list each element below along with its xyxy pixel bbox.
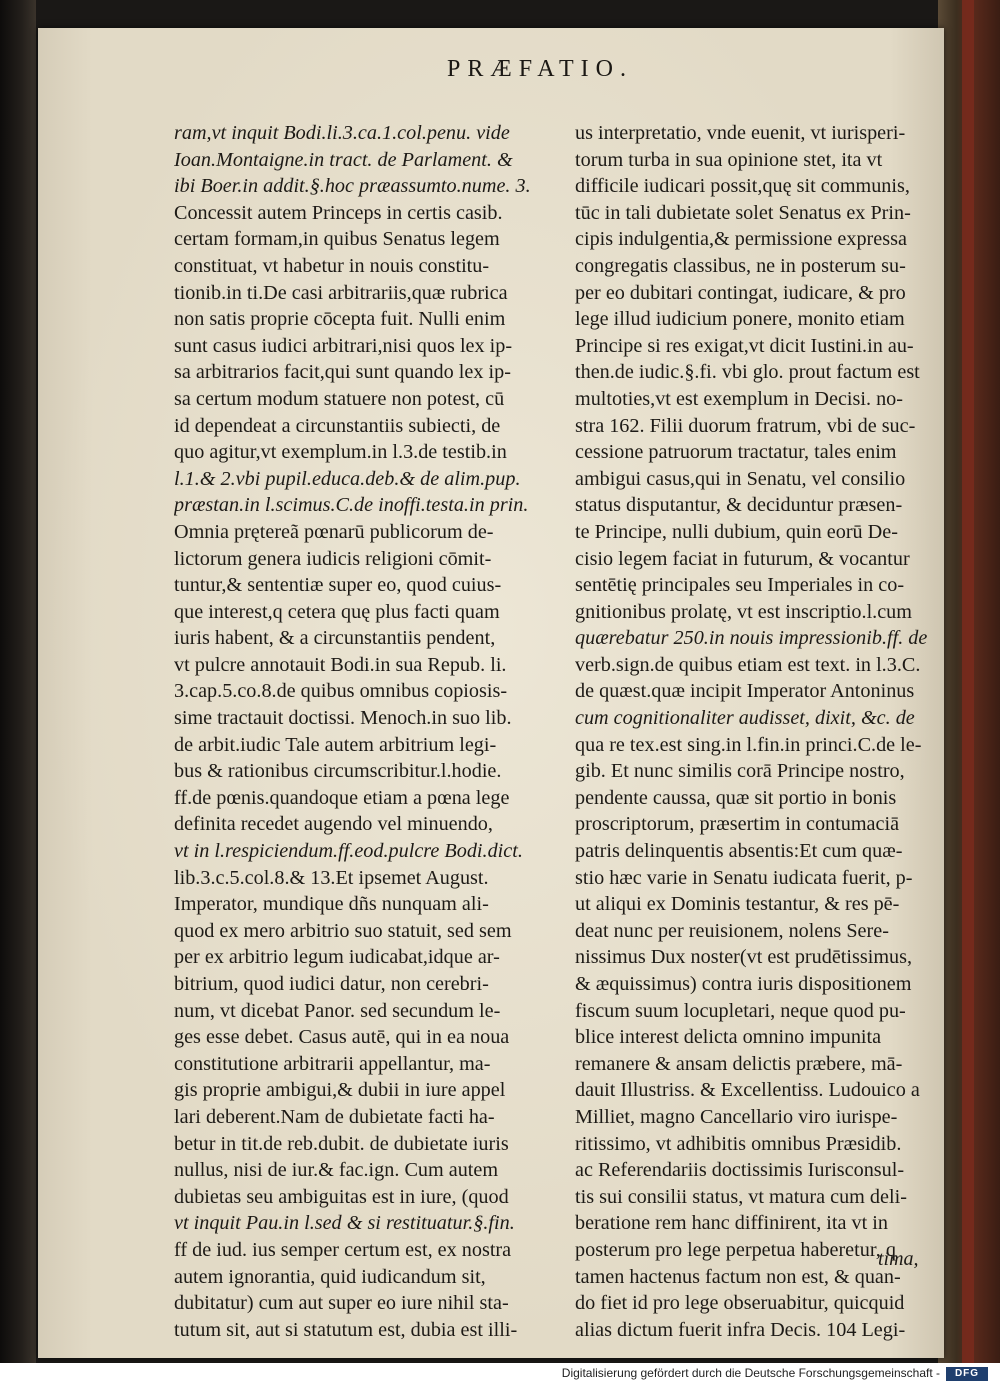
text-line: bitrium, quod iudici datur, non cerebri- — [174, 973, 489, 995]
text-line: dubitatur) cum aut super eo iure nihil sta- — [174, 1292, 509, 1315]
text-line: ut aliqui ex Dominis testantur, & res pē- — [575, 893, 900, 916]
text-line: multoties,vt est exemplum in Decisi. no- — [575, 387, 903, 410]
text-line: patris delinquentis absentis:Et cum quæ- — [575, 840, 903, 863]
text-line: Omnia prętereã pœnarū publicorum de- — [174, 520, 494, 543]
text-line: blice interest delicta omnino impunita — [575, 1026, 882, 1049]
text-line: alias dictum fuerit infra Decis. 104 Legi- — [575, 1318, 906, 1341]
text-line: per eo dubitari contingat, iudicare, & pro — [575, 281, 906, 304]
text-line: vt in l.respiciendum.ff.eod.pulcre Bodi.dict. — [174, 840, 523, 863]
text-line: iuris habent, & a circunstantiis pendent, — [174, 627, 496, 650]
text-line: que interest,q cetera quę plus facti quam — [174, 600, 500, 623]
text-line: us interpretatio, vnde euenit, vt iurisperi- — [575, 122, 906, 144]
text-line: ambigui casus,qui in Senatu, vel consilio — [575, 467, 906, 490]
text-line: beratione rem hanc diffinirent, ita vt in — [575, 1212, 888, 1235]
text-line: bus & rationibus circumscribitur.l.hodie. — [174, 760, 502, 783]
text-line: te Principe, nulli dubium, quin eorū De- — [575, 520, 898, 543]
text-line: definita recedet augendo vel minuendo, — [174, 813, 493, 836]
text-line: cipis indulgentia,& permissione expressa — [575, 228, 907, 251]
text-line: status disputantur, & deciduntur præsen- — [575, 494, 903, 517]
text-line: cisio legem faciat in futurum, & vocantur — [575, 547, 910, 570]
text-line: 3.cap.5.co.8.de quibus omnibus copiosis- — [174, 680, 508, 703]
book-spine — [0, 0, 36, 1363]
right-column — [575, 120, 947, 1343]
text-line: dauit Illustriss. & Excellentiss. Ludouico a — [575, 1079, 920, 1102]
text-line: tis sui consilii status, vt matura cum deli- — [575, 1185, 907, 1208]
text-line: gnitionibus prolatę, vt est inscriptio.l.cum — [575, 600, 912, 623]
text-line: stio hæc varie in Senatu iudicata fuerit, p- — [575, 866, 913, 889]
ribbon-edge — [962, 0, 974, 1363]
text-line: sa arbitrarios facit,qui sunt quando lex ip- — [174, 361, 511, 384]
footer-credit: Digitalisierung gefördert durch die Deutsche Forschungsgemeinschaft - — [561, 1366, 940, 1380]
text-line: ff.de pœnis.quandoque etiam a pœna lege — [174, 786, 510, 809]
text-line: l.1.& 2.vbi pupil.educa.deb.& de alim.pup. — [174, 467, 521, 490]
text-line: sentētię principales seu Imperiales in co- — [575, 574, 905, 597]
text-line: tionib.in ti.De casi arbitrariis,quæ rubrica — [174, 281, 508, 304]
dfg-logo: DFG — [946, 1367, 988, 1381]
text-line: per ex arbitrio legum iudicabat,idque ar- — [174, 946, 500, 969]
text-line: autem ignorantia, quid iudicandum sit, — [174, 1265, 486, 1288]
text-line: Principe si res exigat,vt dicit Iustini.in au- — [575, 334, 914, 357]
text-line: lege illud iudicium ponere, monito etiam — [575, 308, 905, 331]
text-line: stra 162. Filii duorum fratrum, vbi de suc- — [575, 414, 916, 437]
text-line: fiscum suum locupletari, neque quod pu- — [575, 999, 906, 1022]
text-line: lib.3.c.5.col.8.& 13.Et ipsemet August. — [174, 866, 489, 889]
text-line: vt pulcre annotauit Bodi.in sua Repub. li. — [174, 653, 507, 676]
running-head: PRÆFATIO. — [447, 56, 633, 82]
text-line: tutum sit, aut si statutum est, dubia est illi- — [174, 1318, 518, 1341]
text-line: remanere & ansam delictis præbere, mā- — [575, 1052, 903, 1075]
text-line: do fiet id pro lege obseruabitur, quicquid — [575, 1292, 905, 1315]
text-line: tūc in tali dubietate solet Senatus ex Prin- — [575, 201, 911, 224]
text-line: Imperator, mundique dñs nunquam ali- — [174, 893, 489, 916]
text-line: tamen hactenus factum non est, & quan- — [575, 1265, 901, 1288]
text-line: cessione patruorum tractatur, tales enim — [575, 441, 897, 464]
text-line: num, vt dicebat Panor. sed secundum le- — [174, 999, 501, 1022]
text-line: gis proprie ambigui,& dubii in iure appel — [174, 1079, 506, 1102]
text-line: ibi Boer.in addit.§.hoc præassumto.nume. 3. — [174, 175, 531, 198]
text-line: ram,vt inquit Bodi.li.3.ca.1.col.penu. vide — [174, 122, 510, 144]
text-line: posterum pro lege perpetua haberetur, q — [575, 1238, 896, 1261]
text-line: non satis proprie cōcepta fuit. Nulli enim — [174, 308, 506, 331]
footer-bar — [0, 1363, 1000, 1385]
text-line: Milliet, magno Cancellario viro iurispe- — [575, 1105, 898, 1128]
text-line: proscriptorum, præsertim in contumaciā — [575, 813, 900, 836]
text-line: constituat, vt habetur in nouis constitu- — [174, 254, 490, 277]
text-line: ff de iud. ius semper certum est, ex nostra — [174, 1238, 512, 1261]
text-line: verb.sign.de quibus etiam est text. in l.3.C. — [575, 653, 921, 676]
text-line: cum cognitionaliter audisset, dixit, &c. de — [575, 707, 915, 730]
book-edge — [938, 0, 1000, 1363]
text-line: de quæst.quæ incipit Imperator Antoninus — [575, 680, 915, 703]
text-line: quo agitur,vt exemplum.in l.3.de testib.in — [174, 441, 507, 464]
text-line: dubietas seu ambiguitas est in iure, (quod — [174, 1185, 509, 1208]
text-line: pendente caussa, quæ sit portio in bonis — [575, 786, 897, 809]
text-line: tuntur,& sententiæ super eo, quod cuius- — [174, 574, 502, 597]
text-line: qua re tex.est sing.in l.fin.in princi.C.de le- — [575, 733, 922, 756]
text-line: quod ex mero arbitrio suo statuit, sed sem — [174, 919, 512, 942]
text-line: vt inquit Pau.in l.sed & si restituatur.§.fin. — [174, 1212, 515, 1235]
text-line: id dependeat a circunstantiis subiecti, de — [174, 414, 501, 437]
text-line: ges esse debet. Casus autē, qui in ea noua — [174, 1026, 510, 1049]
text-line: ritissimo, vt adhibitis omnibus Præsidib. — [575, 1132, 902, 1155]
text-line: torum turba in sua opinione stet, ita vt — [575, 148, 883, 171]
text-line: betur in tit.de reb.dubit. de dubietate iuris — [174, 1132, 509, 1155]
text-line: præstan.in l.scimus.C.de inoffi.testa.in prin. — [174, 494, 529, 517]
text-line: congregatis classibus, ne in posterum su- — [575, 254, 906, 277]
text-line: then.de iudic.§.fi. vbi glo. prout factum est — [575, 361, 920, 384]
text-line: & æquissimus) contra iuris dispositionem — [575, 973, 912, 995]
text-line: gib. Et nunc similis corā Principe nostro, — [575, 760, 905, 783]
left-column — [174, 120, 562, 1343]
text-line: certam formam,in quibus Senatus legem — [174, 228, 500, 251]
text-line: difficile iudicari possit,quę sit communis, — [575, 175, 910, 198]
text-line: Concessit autem Princeps in certis casib. — [174, 201, 503, 224]
text-line: sa certum modum statuere non potest, cū — [174, 387, 505, 410]
text-line: quærebatur 250.in nouis impressionib.ff. de — [575, 627, 928, 650]
text-line: nissimus Dux noster(vt est prudētissimus, — [575, 946, 913, 969]
text-line: lictorum genera iudicis religioni cōmit- — [174, 547, 492, 570]
catchword: tima, — [878, 1248, 919, 1270]
text-line: sunt casus iudici arbitrari,nisi quos lex ip- — [174, 334, 513, 357]
text-line: lari deberent.Nam de dubietate facti ha- — [174, 1105, 495, 1128]
text-line: constitutione arbitrarii appellantur, ma- — [174, 1052, 491, 1075]
text-line: Ioan.Montaigne.in tract. de Parlament. & — [174, 148, 513, 171]
text-line: ac Referendariis doctissimis Iurisconsul- — [575, 1159, 905, 1182]
text-line: deat nunc per reuisionem, nolens Sere- — [575, 919, 889, 942]
text-line: de arbit.iudic Tale autem arbitrium legi- — [174, 733, 497, 756]
text-line: sime tractauit doctissi. Menoch.in suo lib. — [174, 707, 512, 730]
text-line: nullus, nisi de iur.& fac.ign. Cum autem — [174, 1159, 499, 1182]
